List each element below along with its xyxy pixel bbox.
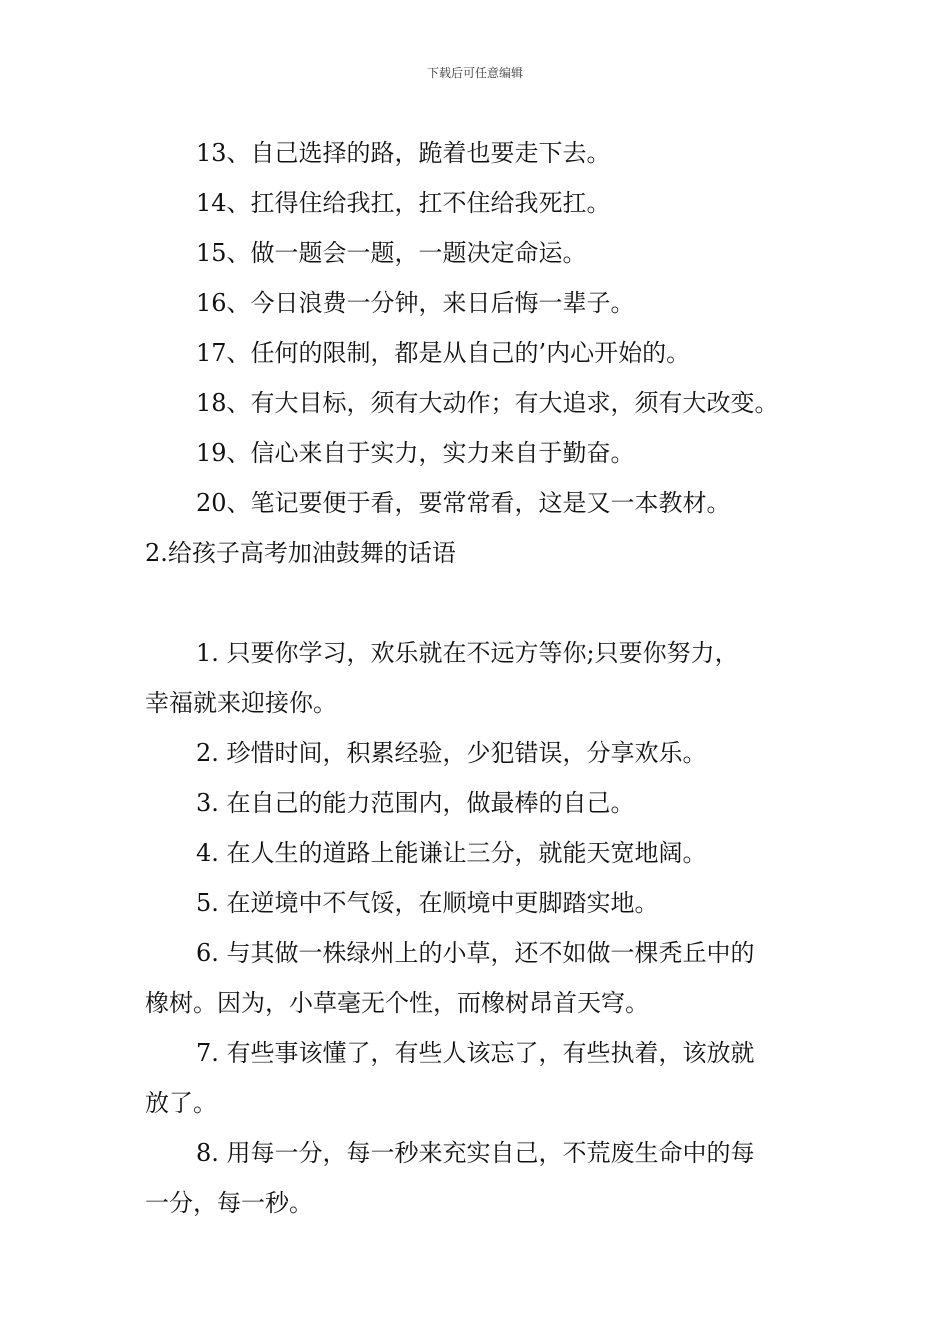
list-item: 5. 在逆境中不气馁，在顺境中更脚踏实地。 — [196, 889, 659, 917]
page-header: 下载后可任意编辑 — [426, 66, 523, 80]
list-item-continuation: 一分，每一秒。 — [145, 1189, 313, 1217]
list-item: 4. 在人生的道路上能谦让三分，就能天宽地阔。 — [196, 839, 707, 867]
list-item: 13、自己选择的路，跪着也要走下去。 — [196, 139, 611, 167]
list-item-first-line: 1. 只要你学习，欢乐就在不远方等你;只要你努力， — [196, 639, 739, 667]
list-item: 18、有大目标，须有大动作；有大追求，须有大改变。 — [196, 389, 779, 417]
spacer — [145, 578, 810, 628]
list-item: 15、做一题会一题，一题决定命运。 — [196, 239, 587, 267]
list-item-continuation: 橡树。因为，小草毫无个性，而橡树昂首天穹。 — [145, 989, 649, 1017]
list-item: 19、信心来自于实力，实力来自于勤奋。 — [196, 439, 635, 467]
section-heading: 2.给孩子高考加油鼓舞的话语 — [145, 539, 456, 567]
list-item: 3. 在自己的能力范围内，做最棒的自己。 — [196, 789, 635, 817]
list-item-continuation: 放了。 — [145, 1089, 217, 1117]
list-item: 16、今日浪费一分钟，来日后悔一辈子。 — [196, 289, 635, 317]
list-item: 2. 珍惜时间，积累经验，少犯错误，分享欢乐。 — [196, 739, 707, 767]
document-body — [145, 128, 810, 1228]
list-item: 20、笔记要便于看，要常常看，这是又一本教材。 — [196, 489, 731, 517]
list-item-first-line: 8. 用每一分，每一秒来充实自己，不荒废生命中的每 — [196, 1139, 755, 1167]
list-item: 17、任何的限制，都是从自己的’内心开始的。 — [196, 339, 691, 367]
list-item-first-line: 6. 与其做一株绿州上的小草，还不如做一棵秃丘中的 — [196, 939, 755, 967]
list-item-first-line: 7. 有些事该懂了，有些人该忘了，有些执着，该放就 — [196, 1039, 755, 1067]
list-item: 14、扛得住给我扛，扛不住给我死扛。 — [196, 189, 611, 217]
list-item-continuation: 幸福就来迎接你。 — [145, 689, 337, 717]
